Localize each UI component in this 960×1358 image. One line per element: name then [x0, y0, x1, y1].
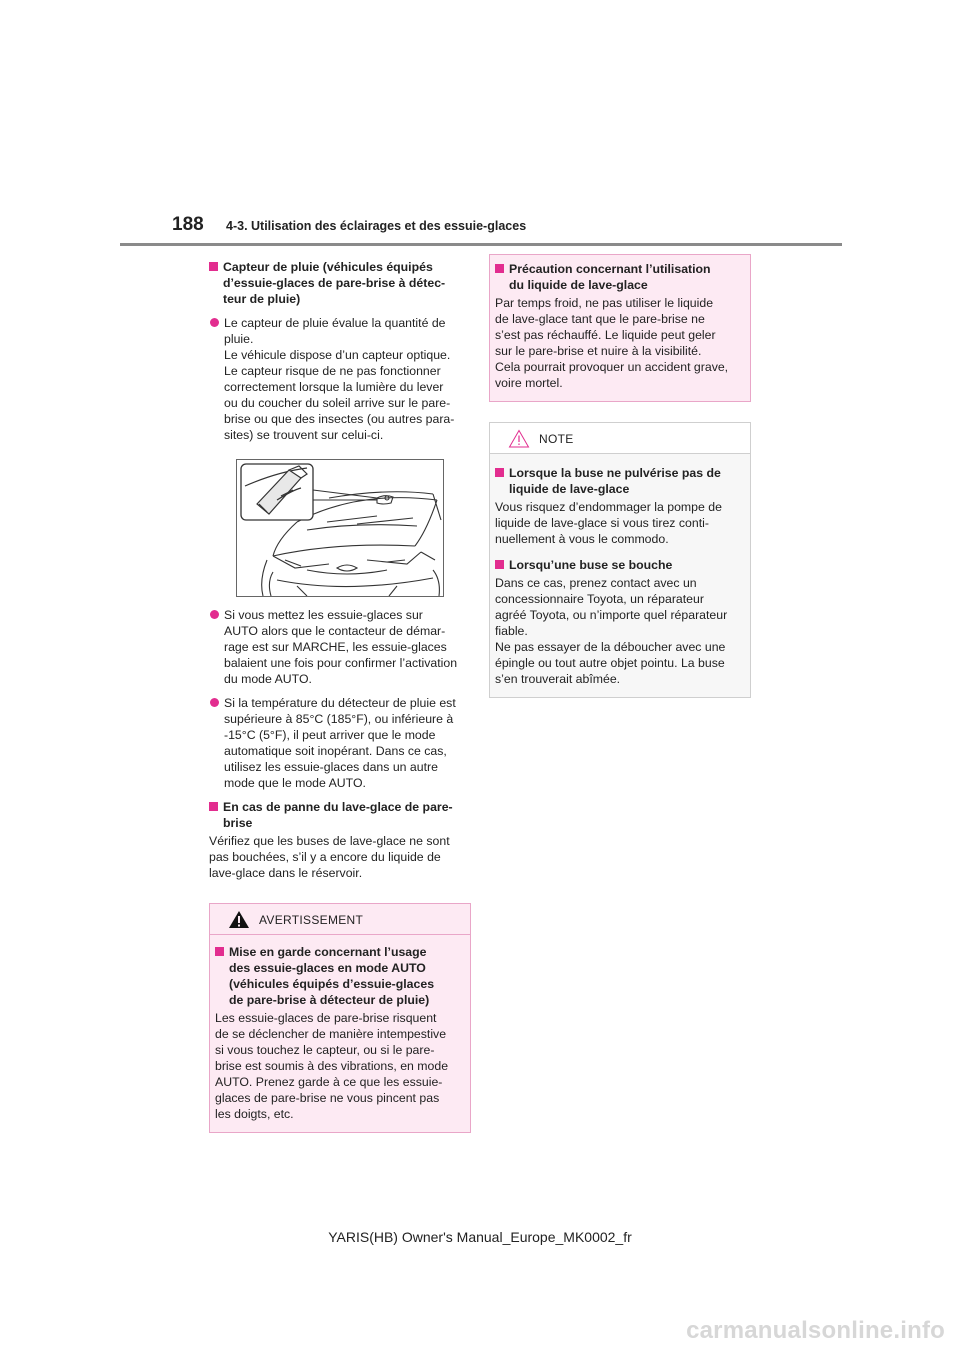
square-bullet-icon — [495, 264, 504, 273]
warning-triangle-icon — [228, 910, 250, 929]
warning-box — [209, 903, 471, 1133]
note-box — [489, 422, 751, 698]
round-bullet-icon — [210, 318, 219, 327]
rain-sensor-illustration — [236, 459, 444, 597]
note-heading-nozzle-spray: Lorsque la buse ne pulvérise pas de liquide de lave-glace — [495, 465, 744, 497]
square-bullet-icon — [209, 802, 218, 811]
caution-text: Par temps froid, ne pas utiliser le liquide de lave-glace tant que le pare-brise ne s’est pas réchauffé. Le liquide peut geler sur le pare-brise et nuire à la visibilité. Cela pourrait provoquer un accident grave, voire mortel. — [495, 296, 729, 390]
square-bullet-icon — [209, 262, 218, 271]
washer-failure-text: Vérifiez que les buses de lave-glace ne sont pas bouchées, s’il y a encore du liquide de lave-glace dans le réservoir. — [209, 834, 450, 880]
washer-failure-heading: En cas de panne du lave-glace de pare- brise — [209, 799, 471, 831]
warning-header — [210, 904, 470, 935]
note-header — [490, 423, 750, 454]
square-bullet-icon — [495, 560, 504, 569]
footer-manual-id: YARIS(HB) Owner's Manual_Europe_MK0002_fr — [328, 1229, 632, 1245]
watermark: carmanualsonline.info — [686, 1317, 945, 1344]
caution-box — [489, 254, 751, 402]
caution-heading: Précaution concernant l’utilisation du liquide de lave-glace — [495, 261, 744, 293]
note-label: NOTE — [539, 432, 574, 446]
warning-text: Les essuie-glaces de pare-brise risquent de se déclencher de manière intempestive si vous touchez le capteur, ou si le pare- brise est soumis à des vibrations, en mode AUTO. Prenez garde à ce que les essuie- glaces de pare-brise ne vous pincent pas les doigts, etc. — [215, 1011, 449, 1121]
square-bullet-icon — [495, 468, 504, 477]
warning-label: AVERTISSEMENT — [259, 913, 364, 927]
warning-heading: Mise en garde concernant l’usage des essuie-glaces en mode AUTO (véhicules équipés d’essuie-glaces de pare-brise à détecteur de pluie) — [215, 944, 464, 1008]
bullet-temperature: Si la température du détecteur de pluie est supérieure à 85°C (185°F), ou inférieure à -15°C (5°F), il peut arriver que le mode automatique soit inopérant. Dans ce cas, utilisez les essuie-glaces dans un autre mode que le mode AUTO. — [209, 695, 471, 791]
round-bullet-icon — [210, 698, 219, 707]
note-text-nozzle-blocked: Dans ce cas, prenez contact avec un concessionnaire Toyota, un réparateur agréé Toyota, ou n’importe quel réparateur fiable. Ne pas essayer de la déboucher avec une épingle ou tout autre objet pointu. La buse s’en trouverait abîmée. — [495, 576, 728, 686]
left-column — [209, 254, 471, 1133]
right-column — [489, 254, 751, 698]
header-rule — [120, 243, 842, 246]
bullet-auto-mode: Si vous mettez les essuie-glaces sur AUTO alors que le contacteur de démar- rage est sur MARCHE, les essuie-glaces balaient une fois pour confirmer l’activation du mode AUTO. — [209, 607, 471, 687]
note-triangle-icon — [508, 429, 530, 448]
section-title: 4-3. Utilisation des éclairages et des essuie-glaces — [226, 219, 527, 233]
bullet-rain-sensor: Le capteur de pluie évalue la quantité de pluie. Le véhicule dispose d’un capteur optique. Le capteur risque de ne pas fonctionner correctement lorsque la lumière du lever ou du coucher du soleil arrive sur le pare- brise ou que des insectes (ou autres para- sites) se trouvent sur celui-ci. — [209, 315, 471, 443]
note-heading-nozzle-blocked: Lorsqu’une buse se bouche — [495, 557, 744, 573]
rain-sensor-heading: Capteur de pluie (véhicules équipés d’essuie-glaces de pare-brise à détec- teur de pluie) — [209, 259, 471, 307]
note-text-nozzle-spray: Vous risquez d’endommager la pompe de liquide de lave-glace si vous tirez conti- nuellement à vous le commodo. — [495, 500, 722, 546]
square-bullet-icon — [215, 947, 224, 956]
round-bullet-icon — [210, 610, 219, 619]
page-number: 188 — [172, 214, 204, 235]
